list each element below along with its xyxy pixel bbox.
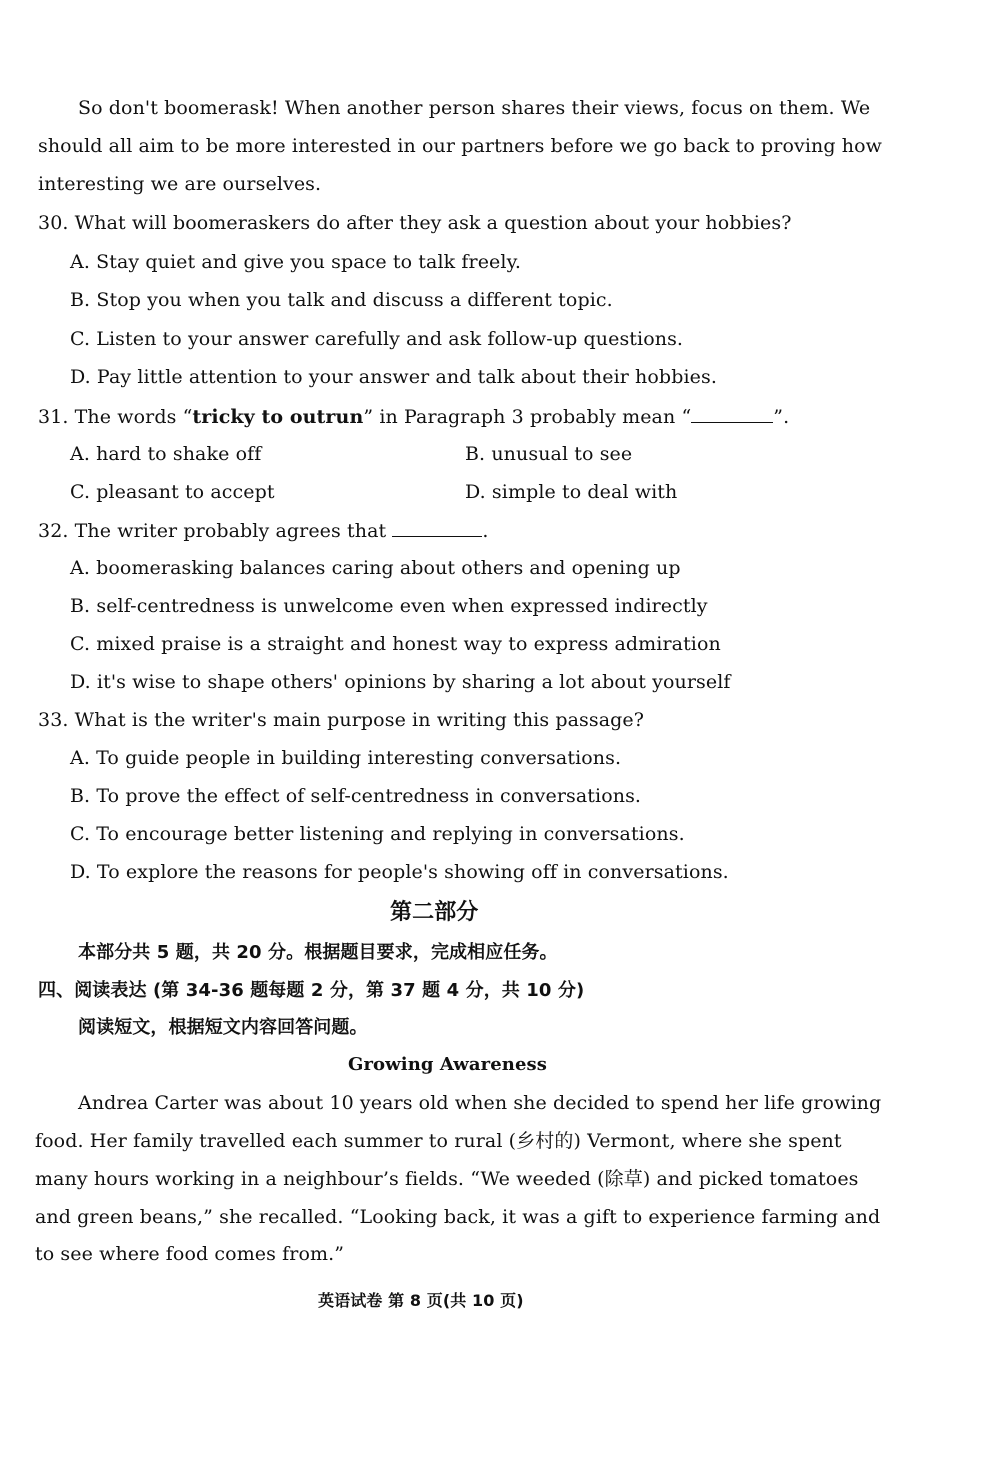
section-four-instruction: 阅读短文，根据短文内容回答问题。 [78,1017,368,1038]
passage-line-4: and green beans,” she recalled. “Looking back, it was a gift to experience farming and [35,1206,881,1228]
passage-title: Growing Awareness [348,1054,547,1075]
question-31-stem-post: ”. [773,406,790,428]
passage-line-1: Andrea Carter was about 10 years old when she decided to spend her life growing [78,1092,882,1114]
question-31-option-c: C. pleasant to accept [70,481,275,503]
question-31-stem-mid: ” in Paragraph 3 probably mean “ [363,406,692,428]
passage-line-2: food. Her family travelled each summer to rural (乡村的) Vermont, where she spent [35,1130,842,1152]
page-footer: 英语试卷 第 8 页(共 10 页) [318,1291,524,1310]
question-33-option-d: D. To explore the reasons for people's showing off in conversations. [70,861,729,883]
part-two-heading: 第二部分 [390,900,479,925]
passage-line-5: to see where food comes from.” [35,1243,345,1265]
question-31-answer-blank [691,404,773,423]
section-four-heading: 四、阅读表达 (第 34-36 题每题 2 分，第 37 题 4 分，共 10 分) [38,980,585,1001]
question-32-stem-pre: 32. The writer probably agrees that [38,520,387,542]
question-32-option-a: A. boomerasking balances caring about others and opening up [70,557,681,579]
question-32-option-c: C. mixed praise is a straight and honest way to express admiration [70,633,721,655]
question-33-stem: 33. What is the writer's main purpose in writing this passage? [38,709,645,731]
question-33-option-b: B. To prove the effect of self-centredness in conversations. [70,785,642,807]
question-31-option-d: D. simple to deal with [465,481,678,503]
question-32-option-d: D. it's wise to shape others' opinions by sharing a lot about yourself [70,671,731,693]
question-30-option-c: C. Listen to your answer carefully and ask follow-up questions. [70,328,684,350]
passage-end-line-3: interesting we are ourselves. [38,173,322,195]
question-31-stem [38,404,789,429]
question-32-stem-post: . [482,520,489,542]
question-33-option-c: C. To encourage better listening and replying in conversations. [70,823,685,845]
passage-end-line-1: So don't boomerask! When another person shares their views, focus on them. We [78,97,871,119]
question-32-option-b: B. self-centredness is unwelcome even when expressed indirectly [70,595,708,617]
question-30-option-d: D. Pay little attention to your answer and talk about their hobbies. [70,366,717,388]
question-30-option-b: B. Stop you when you talk and discuss a different topic. [70,289,613,311]
passage-line-3: many hours working in a neighbour’s fields. “We weeded (除草) and picked tomatoes [35,1168,859,1190]
question-31-option-a: A. hard to shake off [70,443,262,465]
question-31-key-phrase: tricky to outrun [192,406,364,428]
question-31-option-b: B. unusual to see [465,443,633,465]
question-33-option-a: A. To guide people in building interesting conversations. [70,747,622,769]
question-30-stem: 30. What will boomeraskers do after they ask a question about your hobbies? [38,212,792,234]
question-32-answer-blank [392,518,482,537]
question-30-option-a: A. Stay quiet and give you space to talk freely. [70,251,522,273]
question-32-stem [38,518,489,543]
question-31-stem-pre: 31. The words “ [38,406,193,428]
passage-end-line-2: should all aim to be more interested in our partners before we go back to proving how [38,135,882,157]
part-two-intro: 本部分共 5 题，共 20 分。根据题目要求，完成相应任务。 [78,942,558,963]
